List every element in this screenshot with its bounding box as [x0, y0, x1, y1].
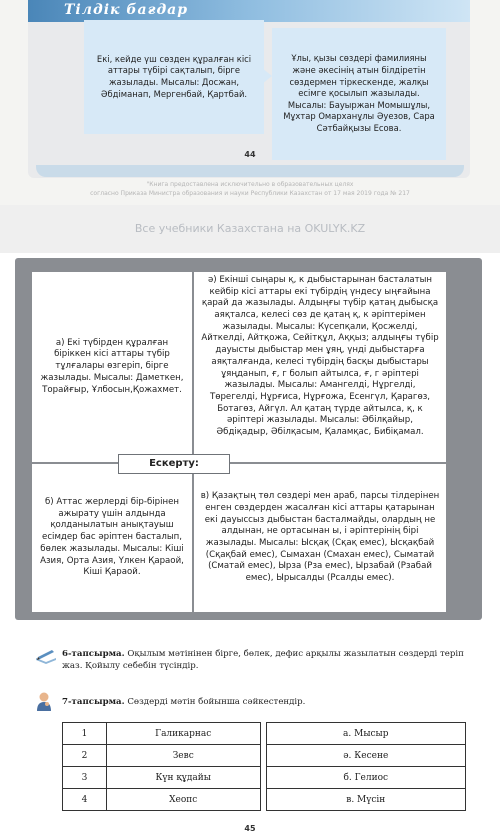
banner-title: Тілдік бағдар [64, 2, 189, 18]
row-word: Хеопс [106, 789, 260, 811]
rule-box-left [84, 20, 264, 134]
row-answer: б. Гелиос [266, 767, 465, 789]
row-number: 2 [63, 745, 107, 767]
watermark-okulyk: Все учебники Казахстана на OKULYK.KZ [134, 222, 366, 235]
table-row [63, 723, 466, 745]
arrow-right-icon [262, 68, 272, 84]
rule-box-right [272, 28, 446, 160]
page-number-45: 45 [244, 824, 256, 833]
row-word: Галикарнас [106, 723, 260, 745]
task-6-text: Оқылым мәтінінен бірге, бөлек, дефис арқылы жазылатын сөздерді теріп жаз. Қойылу себебін түсіндір. [62, 649, 464, 672]
disclaimer-line-1: "Книга предоставлена исключительно в образовательных целях [146, 181, 354, 188]
row-number: 3 [63, 767, 107, 789]
disclaimer-line-2: согласно Приказа Министра образования и науки Республики Казахстан от 17 мая 2019 года № 217 [90, 190, 410, 197]
row-answer: а. Мысыр [266, 723, 465, 745]
note-label: Ескерту: [118, 454, 230, 474]
disclaimer [0, 180, 500, 198]
rule-cell-a [32, 272, 192, 462]
row-word: Күн құдайы [106, 767, 260, 789]
pencil-book-icon [34, 648, 58, 664]
task-7 [62, 696, 474, 708]
rule-cell-b-text: ә) Екінші сыңары қ, к дыбыстарынан басталатын кейбір кісі аттары екі түбірдің үндесу ыңғайына қарай да жазылады. Алдыңғы түбір қатаң дыбысқа аяқталса, келесі сөз де қатаң қ, к әріптерімен жазылады. Мысалы: Күсепқали, Қосжелді, Айткелді, Айтқожа, Сейітқұл, Аққыз; алдыңғы түбір дауысты дыбыстар мен ұяң, үнді дыбыстарға аяқталғанда, келесі түбірдің басқы дыбыстары ұяңданып, ғ, г болып айтылса, ғ, г әріптері жазылады. Мысалы: Амангелді, Нұргелді, Төрегелді, Нұрғиса, Нұрғожа, Есенгүл, Қарагөз, Ботагөз, Айгүл. Ал қатаң түрде айтылса, қ, к әріптері жазылады. Мысалы: Әбілқайыр, Әбдіқадыр, Әбілқасым, Қаламқас, Бибіқамал. [201, 275, 439, 437]
page-number-44: 44 [244, 150, 256, 159]
rule-box-left-text: Екі, кейде үш сөзден құралған кісі аттары түбірі сақталып, бірге жазылады. Мысалы: Досжан, Әбдіманап, Мергенбай, Қартбай. [96, 53, 252, 99]
table-row [63, 745, 466, 767]
row-number: 1 [63, 723, 107, 745]
row-number: 4 [63, 789, 107, 811]
rule-cell-d-text: в) Қазақтың төл сөздері мен араб, парсы тілдерінен енген сөздерден жасалған кісі аттары қатарынан екі дауыссыз дыбыстан басталмайды, олардың не алдынан, не ортасынан ы, і әріптерінің бірі жазылады. Мысалы: Ысқақ (Сқақ емес), Ысқақбай (Сқақбай емес), Сымахан (Смахан емес), Сыматай (Сматай емес), Ырза (Рза емес), Ырзабай (Рзабай емес), Ырысалды (Рсалды емес). [200, 491, 440, 584]
rule-cell-d [194, 464, 446, 612]
banner-bottom-shadow [36, 165, 464, 177]
row-answer: в. Мүсін [266, 789, 465, 811]
rule-box-right-text: Ұлы, қызы сөздері фамилияны және әкесінің атын білдіретін сөздермен тіркескенде, жалқы есімге қосылып жазылады. Мысалы: Бауыржан Момышұлы, Мұхтар Омарханұлы Әуезов, Сара Сәтбайқызы Есова. [283, 53, 435, 133]
rule-cell-a-text: а) Екі түбірден құралған біріккен кісі аттары түбір тұлғалары өзгеріп, бірге жазылады. Мысалы: Даметкен, Торайғыр, Ұлбосын,Қожахмет. [40, 337, 184, 395]
matching-table [62, 722, 466, 811]
table-row [63, 789, 466, 811]
rule-cell-c-text: б) Аттас жерлерді бір-бірінен ажырату үшін алдында қолданылатын анықтауыш есімдер бас әріптен басталып, бөлек жазылады. Мысалы: Кіші Азия, Орта Азия, Үлкен Қараой, Кіші Қараой. [40, 497, 184, 578]
task-7-text: Сөздерді мәтін бойынша сәйкестендір. [127, 697, 306, 707]
row-word: Зевс [106, 745, 260, 767]
thinking-person-icon [34, 691, 54, 711]
task-7-label: 7-тапсырма. [62, 697, 125, 707]
rule-cell-c [32, 464, 192, 612]
task-6 [62, 648, 474, 673]
table-row [63, 767, 466, 789]
rule-cell-b [194, 272, 446, 462]
row-answer: ә. Кесене [266, 745, 465, 767]
task-6-label: 6-тапсырма. [62, 649, 125, 659]
